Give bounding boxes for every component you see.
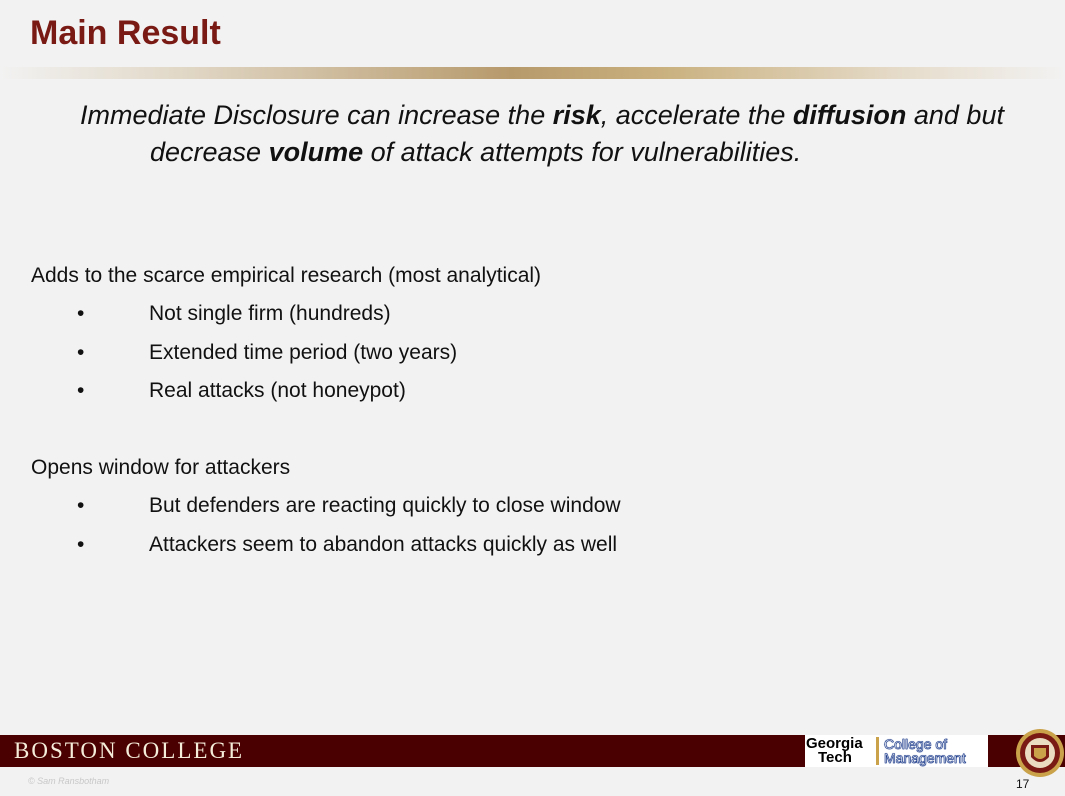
logo-text-tech: Tech <box>818 749 852 766</box>
page-number: 17 <box>1016 777 1030 791</box>
logo-text-georgia: Georgia <box>806 735 863 752</box>
institution-wordmark: BOSTON COLLEGE <box>14 738 245 763</box>
bullet-symbol: • <box>77 302 85 325</box>
college-seal-icon <box>1015 727 1065 779</box>
lead-emphasis-volume: volume <box>268 137 364 167</box>
lead-text: of attack attempts for vulnerabilities. <box>363 137 802 167</box>
logo-text-management: Management <box>884 750 966 766</box>
bullet-text: Extended time period (two years) <box>149 341 458 364</box>
lead-text: , accelerate the <box>600 100 793 130</box>
bullet-symbol: • <box>77 494 85 517</box>
bullet-symbol: • <box>77 533 85 556</box>
section-heading-window: Opens window for attackers <box>31 456 291 479</box>
bullet-text: Attackers seem to abandon attacks quickly as well <box>149 533 618 556</box>
main-result-statement <box>80 97 1065 171</box>
bullet-symbol: • <box>77 379 85 402</box>
section-heading-research: Adds to the scarce empirical research (most analytical) <box>31 264 542 287</box>
logo-divider <box>876 737 879 765</box>
lead-text: Immediate Disclosure can increase the <box>80 100 553 130</box>
title-divider <box>0 67 1065 79</box>
bullet-text: Not single firm (hundreds) <box>149 302 391 325</box>
lead-emphasis-diffusion: diffusion <box>792 100 907 130</box>
copyright-notice: © Sam Ransbotham <box>28 776 110 786</box>
slide-title: Main Result <box>30 14 221 52</box>
bullet-text: But defenders are reacting quickly to close window <box>149 494 621 517</box>
logo-text-college: College of <box>884 736 948 752</box>
bullet-symbol: • <box>77 341 85 364</box>
bullet-text: Real attacks (not honeypot) <box>149 379 406 402</box>
lead-text: and but decrease <box>150 100 1004 167</box>
lead-emphasis-risk: risk <box>552 100 601 130</box>
